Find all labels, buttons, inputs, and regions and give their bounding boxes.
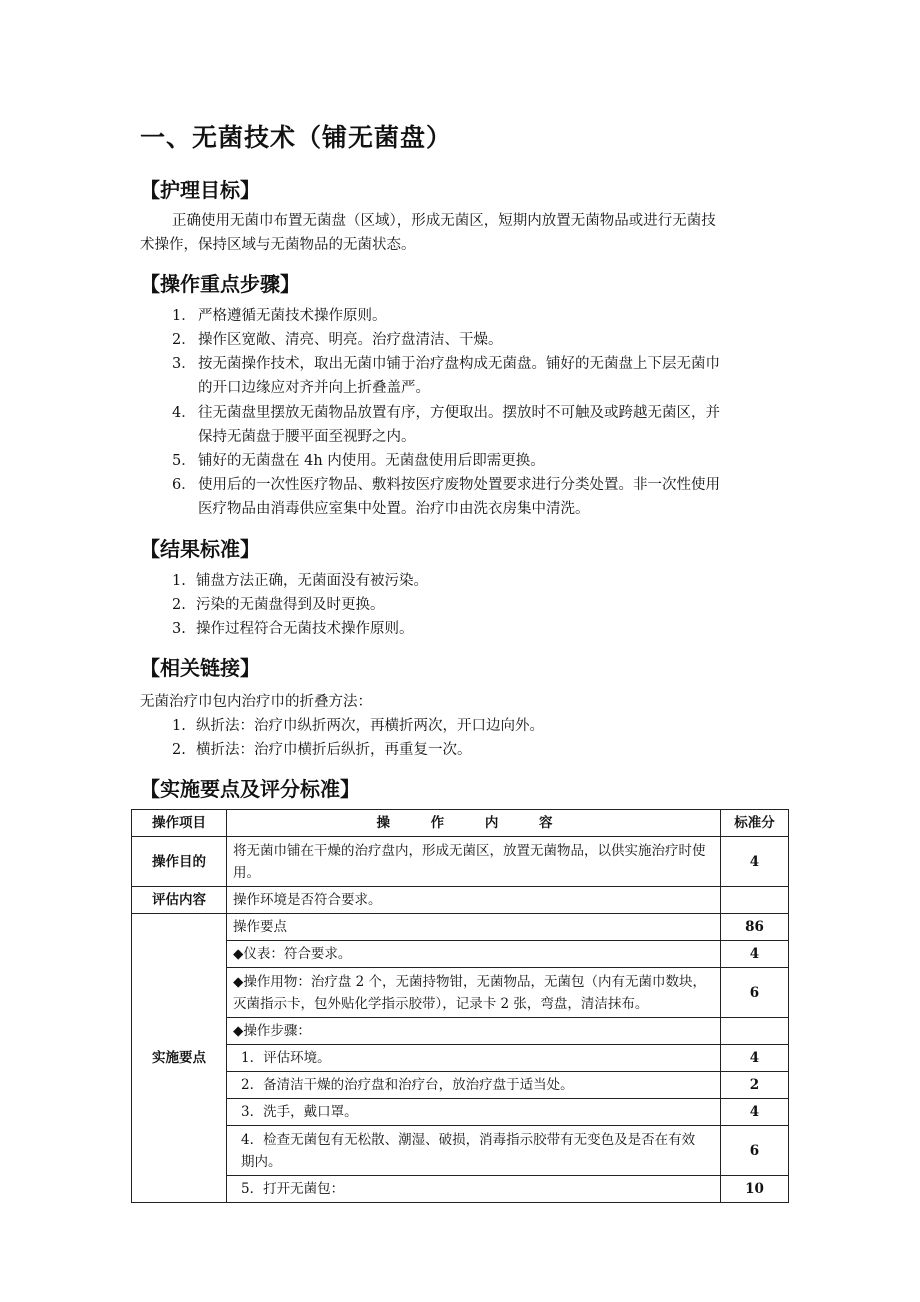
step-item <box>172 449 545 473</box>
links-number: 1. <box>172 718 186 734</box>
row-content: 3．洗手，戴口罩。 <box>227 1099 721 1126</box>
goal-text-line1: 正确使用无菌巾布置无菌盘（区域），形成无菌区，短期内放置无菌物品或进行无菌技 <box>172 213 716 229</box>
links-text: 纵折法：治疗巾纵折两次，再横折两次，开口边向外。 <box>196 718 544 734</box>
row-score: 4 <box>721 1099 789 1126</box>
step-item <box>172 352 720 376</box>
row-score-purpose: 4 <box>721 837 789 887</box>
row-score <box>721 1018 789 1045</box>
table-row <box>132 968 789 1018</box>
row-content <box>227 968 721 1018</box>
step-number: 2． <box>172 332 196 348</box>
result-text: 铺盘方法正确，无菌面没有被污染。 <box>196 573 428 589</box>
result-item <box>172 617 414 641</box>
table-row <box>132 941 789 968</box>
row-content: 1．评估环境。 <box>227 1045 721 1072</box>
step-item <box>172 473 720 497</box>
section-heading-standards: 【实施要点及评分标准】 <box>140 777 360 801</box>
table-row <box>132 1045 789 1072</box>
step-text: 铺好的无菌盘在 4h 内使用。无菌盘使用后即需更换。 <box>198 453 545 469</box>
header-score: 标准分 <box>721 810 789 837</box>
row-score: 86 <box>721 914 789 941</box>
step-text: 严格遵循无菌技术操作原则。 <box>198 308 387 324</box>
row-item-purpose: 操作目的 <box>132 837 227 887</box>
row-content: ◆仪表：符合要求。 <box>227 941 721 968</box>
row-content-assess: 操作环境是否符合要求。 <box>227 887 721 914</box>
row-score: 6 <box>721 1126 789 1176</box>
result-text: 操作过程符合无菌技术操作原则。 <box>196 621 414 637</box>
result-number: 1. <box>172 573 186 589</box>
page-title: 一、无菌技术（铺无菌盘） <box>140 123 453 152</box>
step-number: 6． <box>172 477 196 493</box>
links-item <box>172 738 472 762</box>
links-number: 2. <box>172 742 186 758</box>
step-item <box>172 304 387 328</box>
step-number: 5． <box>172 453 196 469</box>
step-text: 操作区宽敞、清亮、明亮。治疗盘清洁、干燥。 <box>198 332 503 348</box>
header-item: 操作项目 <box>132 810 227 837</box>
step-text: 按无菌操作技术，取出无菌巾铺于治疗盘构成无菌盘。铺好的无菌盘上下层无菌巾 <box>198 356 720 372</box>
row-item-impl: 实施要点 <box>132 914 227 1203</box>
table-row <box>132 1099 789 1126</box>
table-row <box>132 914 789 941</box>
links-intro: 无菌治疗巾包内治疗巾的折叠方法： <box>140 694 372 710</box>
links-text: 横折法：治疗巾横折后纵折，再重复一次。 <box>196 742 472 758</box>
row-score: 6 <box>721 968 789 1018</box>
table-row-purpose <box>132 837 789 887</box>
content-line: ◆操作用物：治疗盘 2 个，无菌持物钳，无菌物品，无菌包（内有无菌巾数块， <box>233 973 707 990</box>
header-content: 操 作 内 容 <box>227 810 721 837</box>
result-number: 2. <box>172 597 186 613</box>
content-line: 4．检查无菌包有无松散、潮湿、破损，消毒指示胶带有无变色及是否在有效 <box>241 1131 696 1148</box>
links-item <box>172 714 544 738</box>
scoring-table <box>131 809 789 1203</box>
step-text: 使用后的一次性医疗物品、敷料按医疗废物处置要求进行分类处置。非一次性使用 <box>198 477 720 493</box>
step-item <box>172 401 720 425</box>
step-number: 1． <box>172 308 196 324</box>
step-text-continued: 保持无菌盘于腰平面至视野之内。 <box>198 429 416 445</box>
table-row <box>132 1018 789 1045</box>
step-text-continued: 的开口边缘应对齐并向上折叠盖严。 <box>198 380 430 396</box>
row-content: 2．备清洁干燥的治疗盘和治疗台，放治疗盘于适当处。 <box>227 1072 721 1099</box>
row-score-assess <box>721 887 789 914</box>
goal-text-line2: 术操作，保持区域与无菌物品的无菌状态。 <box>140 237 416 253</box>
section-heading-results: 【结果标准】 <box>140 537 260 561</box>
step-number: 4． <box>172 405 196 421</box>
result-item <box>172 593 385 617</box>
result-number: 3. <box>172 621 186 637</box>
table-row <box>132 1072 789 1099</box>
table-row-assess <box>132 887 789 914</box>
content-line: 灭菌指示卡，包外贴化学指示胶带），记录卡 2 张，弯盘，清洁抹布。 <box>233 995 649 1012</box>
step-item <box>172 328 503 352</box>
step-text: 往无菌盘里摆放无菌物品放置有序，方便取出。摆放时不可触及或跨越无菌区，并 <box>198 405 720 421</box>
table-row <box>132 1176 789 1203</box>
result-item <box>172 569 428 593</box>
row-score: 10 <box>721 1176 789 1203</box>
table-header-row <box>132 810 789 837</box>
content-line: 用。 <box>233 864 260 881</box>
row-score: 4 <box>721 941 789 968</box>
row-content: 操作要点 <box>227 914 721 941</box>
row-item-assess: 评估内容 <box>132 887 227 914</box>
result-text: 污染的无菌盘得到及时更换。 <box>196 597 385 613</box>
step-text-continued: 医疗物品由消毒供应室集中处置。治疗巾由洗衣房集中清洗。 <box>198 501 590 517</box>
table-row <box>132 1126 789 1176</box>
content-line: 期内。 <box>241 1153 282 1170</box>
section-heading-goal: 【护理目标】 <box>140 178 260 202</box>
section-heading-steps: 【操作重点步骤】 <box>140 272 300 296</box>
content-line: 将无菌巾铺在干燥的治疗盘内，形成无菌区，放置无菌物品，以供实施治疗时使 <box>233 842 706 859</box>
row-content: ◆操作步骤： <box>227 1018 721 1045</box>
step-number: 3． <box>172 356 196 372</box>
row-content <box>227 1126 721 1176</box>
row-score: 4 <box>721 1045 789 1072</box>
row-score: 2 <box>721 1072 789 1099</box>
row-content-purpose <box>227 837 721 887</box>
row-content: 5．打开无菌包： <box>227 1176 721 1203</box>
section-heading-links: 【相关链接】 <box>140 656 260 680</box>
